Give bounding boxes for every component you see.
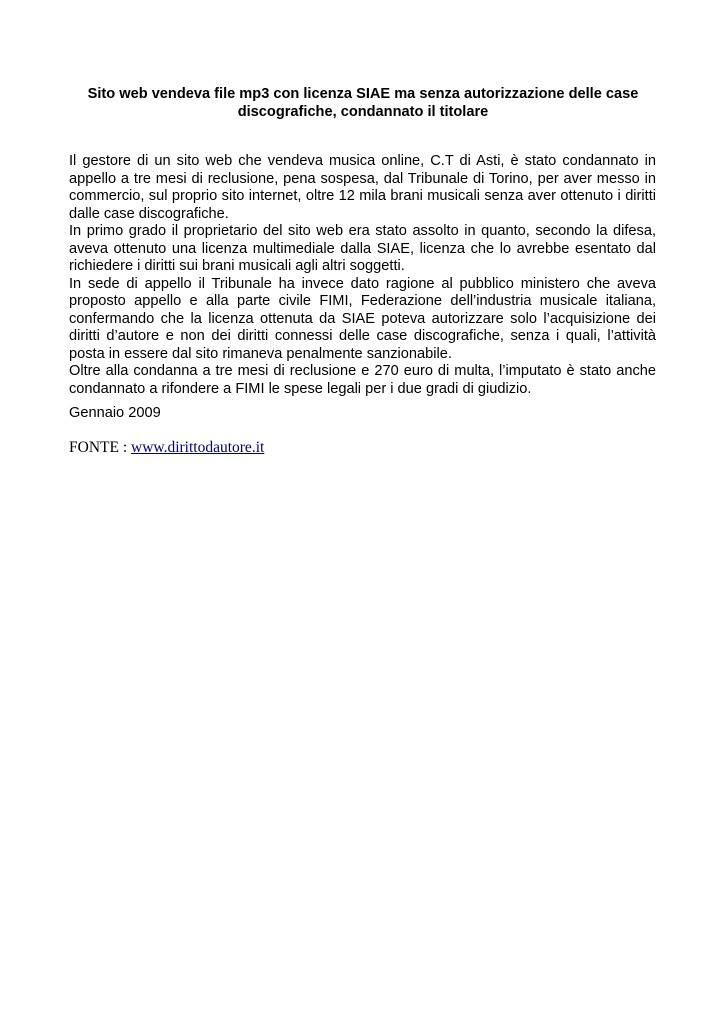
- source-line: [69, 439, 264, 457]
- source-link[interactable]: www.dirittodautore.it: [131, 439, 265, 456]
- article-date: Gennaio 2009: [69, 405, 161, 421]
- source-label: FONTE :: [69, 439, 131, 456]
- paragraph-4: Oltre alla condanna a tre mesi di reclusione e 270 euro di multa, l’imputato è stato anche condannato a rifondere a FIMI le spese legali per i due gradi di giudizio.: [69, 363, 656, 397]
- paragraph-2: In primo grado il proprietario del sito web era stato assolto in quanto, secondo la difesa, aveva ottenuto una licenza multimediale dalla SIAE, licenza che lo avrebbe esentato dal richiedere i diritti sui brani musicali agli altri soggetti.: [69, 223, 656, 274]
- article-body: [69, 153, 656, 398]
- paragraph-3: In sede di appello il Tribunale ha invece dato ragione al pubblico ministero che aveva proposto appello e alla parte civile FIMI, Federazione dell’industria musicale italiana, confermando che la licenza ottenuta da SIAE poteva autorizzare solo l’acquisizione dei diritti d’autore e non dei diritti connessi delle case discografiche, senza i quali, l’attività posta in essere dal sito rimaneva penalmente sanzionabile.: [69, 275, 656, 362]
- paragraph-1: Il gestore di un sito web che vendeva musica online, C.T di Asti, è stato condannato in appello a tre mesi di reclusione, pena sospesa, dal Tribunale di Torino, per aver messo in commercio, sul proprio sito internet, oltre 12 mila brani musicali senza aver ottenuto i diritti dalle case discografiche.: [69, 153, 656, 222]
- article-title: Sito web vendeva file mp3 con licenza SIAE ma senza autorizzazione delle case discografiche, condannato il titolare: [87, 86, 639, 120]
